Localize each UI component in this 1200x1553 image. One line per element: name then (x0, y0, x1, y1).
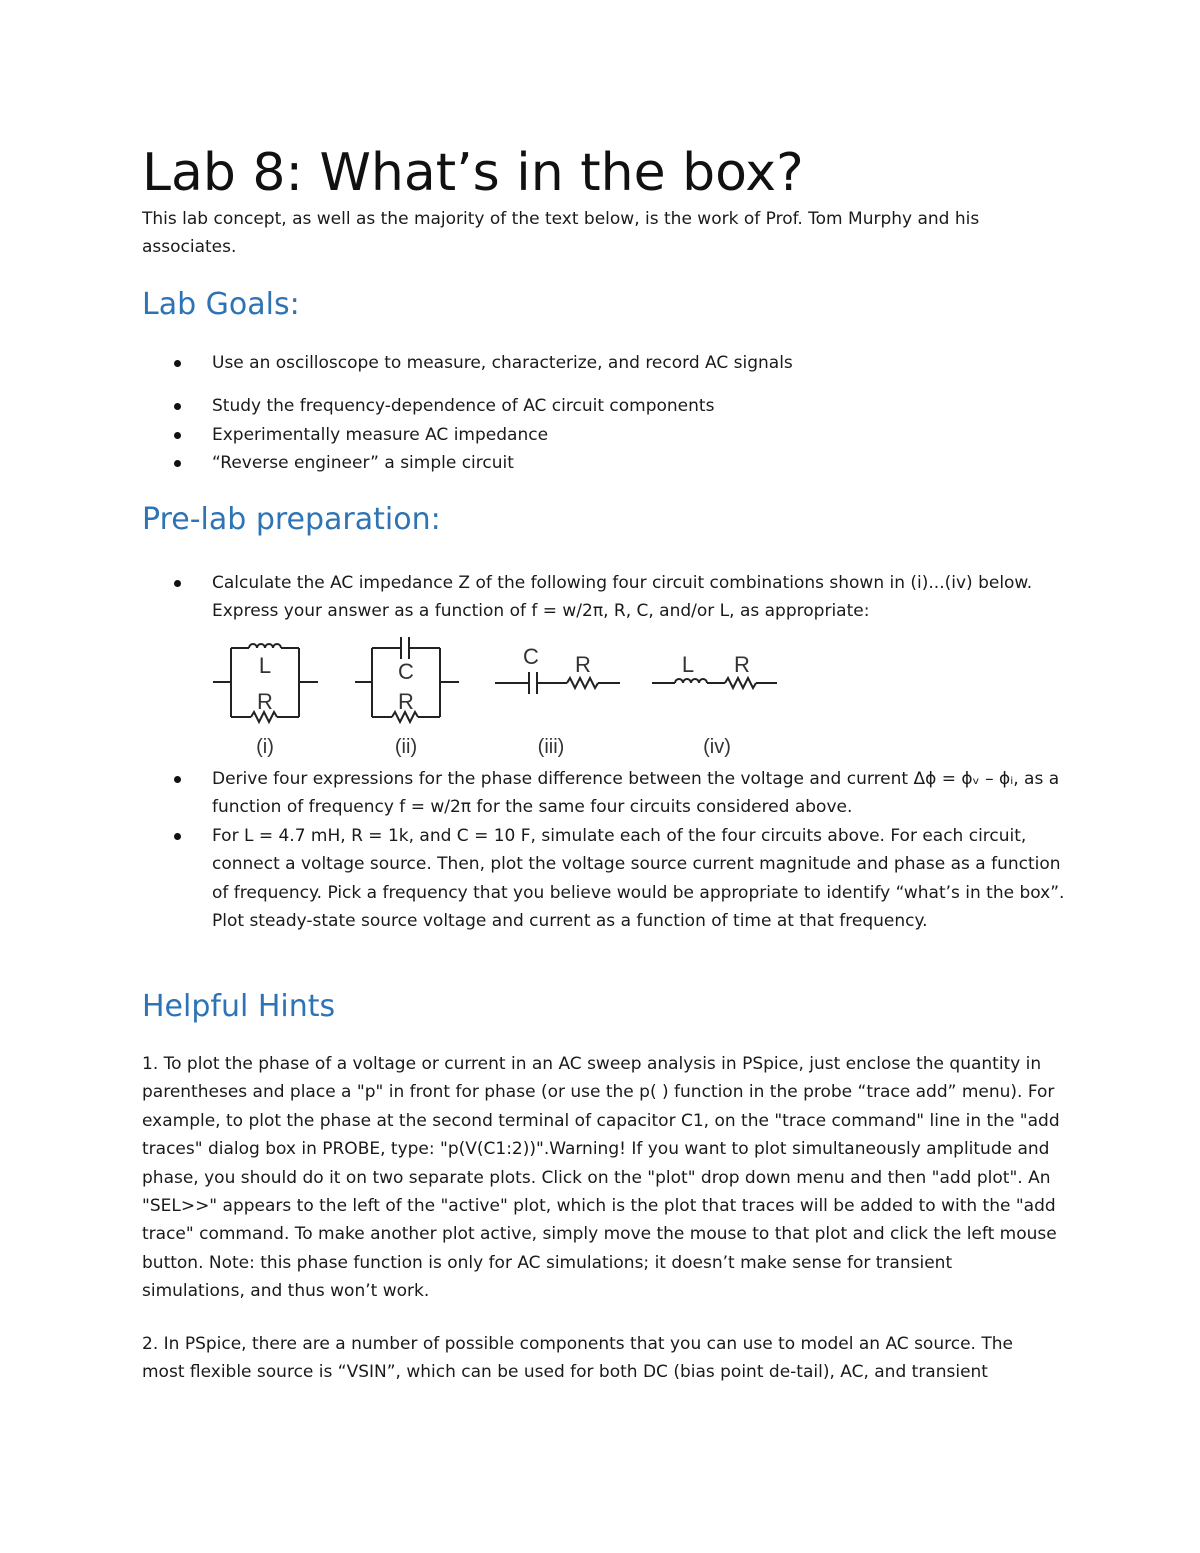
circuit-diagrams-svg (205, 632, 785, 760)
resistor-label: R (257, 689, 273, 714)
list-item: Experimentally measure AC impedance (0, 421, 1072, 449)
resistor-label: R (398, 689, 414, 714)
inductor-label: L (681, 652, 695, 677)
resistor-label: R (734, 652, 750, 677)
bullet-icon (174, 403, 181, 410)
resistor-label: R (575, 652, 591, 677)
capacitor-label: C (523, 644, 539, 669)
list-item: Use an oscilloscope to measure, characterize, and record AC signals (0, 349, 1072, 377)
intro-paragraph: This lab concept, as well as the majority of the text below, is the work of Prof. Tom Murphy and his associates. (142, 209, 980, 258)
helpful-hints-heading: Helpful Hints (142, 989, 336, 1024)
bullet-icon (174, 776, 181, 783)
list-item: Study the frequency-dependence of AC circuit components (0, 392, 1072, 420)
prelab-list-1 (0, 569, 1072, 626)
bullet-icon (174, 580, 181, 587)
circuit-diagrams (205, 632, 785, 760)
list-item: “Reverse engineer” a simple circuit (0, 449, 1072, 477)
hint-paragraph-2: 2. In PSpice, there are a number of possible components that you can use to model an AC source. The most flexible source is “VSIN”, which can be used for both DC (bias point de-tail), AC, and transient (142, 1334, 1013, 1383)
bullet-icon (174, 833, 181, 840)
list-item: For L = 4.7 mH, R = 1k, and C = 10 F, simulate each of the four circuits above. For each circuit, connect a voltage source. Then, plot the voltage source current magnitude and phase as a function of frequency. Pick a frequency that you believe would be appropriate to identify “what’s in the box”. Plot steady-state source voltage and current as a function of time at that frequency. (0, 822, 1072, 936)
capacitor-label: C (398, 659, 414, 684)
inductor-label: L (258, 653, 272, 678)
list-item: Derive four expressions for the phase difference between the voltage and current Δϕ = ϕᵥ – ϕᵢ, as a function of frequency f = w/2π for the same four circuits considered above. (0, 765, 1072, 822)
prelab-list-2 (0, 765, 1072, 935)
page-title: Lab 8: What’s in the box? (142, 143, 804, 203)
prelab-heading: Pre-lab preparation: (142, 502, 441, 537)
lab-goals-heading: Lab Goals: (142, 287, 300, 322)
bullet-icon (174, 460, 181, 467)
list-item: Calculate the AC impedance Z of the following four circuit combinations shown in (i)...(iv) below. Express your answer as a function of f = w/2π, R, C, and/or L, as appropriate: (0, 569, 1072, 626)
bullet-icon (174, 432, 181, 439)
circuit-caption: (iii) (537, 736, 565, 758)
circuit-caption: (iv) (703, 736, 731, 758)
hint-paragraph-1: 1. To plot the phase of a voltage or current in an AC sweep analysis in PSpice, just enclose the quantity in parentheses and place a "p" in front for phase (or use the p( ) function in the probe “trace add” menu). For example, to plot the phase at the second terminal of capacitor C1, on the "trace command" line in the "add traces" dialog box in PROBE, type: "p(V(C1:2))".Warning! If you want to plot simultaneously amplitude and phase, you should do it on two separate plots. Click on the "plot" drop down menu and then "add plot". An "SEL>>" appears to the left of the "active" plot, which is the plot that traces will be added to with the "add trace" command. To make another plot active, simply move the mouse to that plot and click the left mouse button. Note: this phase function is only for AC simulations; it doesn’t make sense for transient simulations, and thus won’t work. (142, 1054, 1060, 1302)
circuit-caption: (ii) (394, 736, 418, 758)
bullet-icon (174, 360, 181, 367)
circuit-caption: (i) (256, 736, 274, 758)
lab-goals-list (0, 349, 1072, 478)
